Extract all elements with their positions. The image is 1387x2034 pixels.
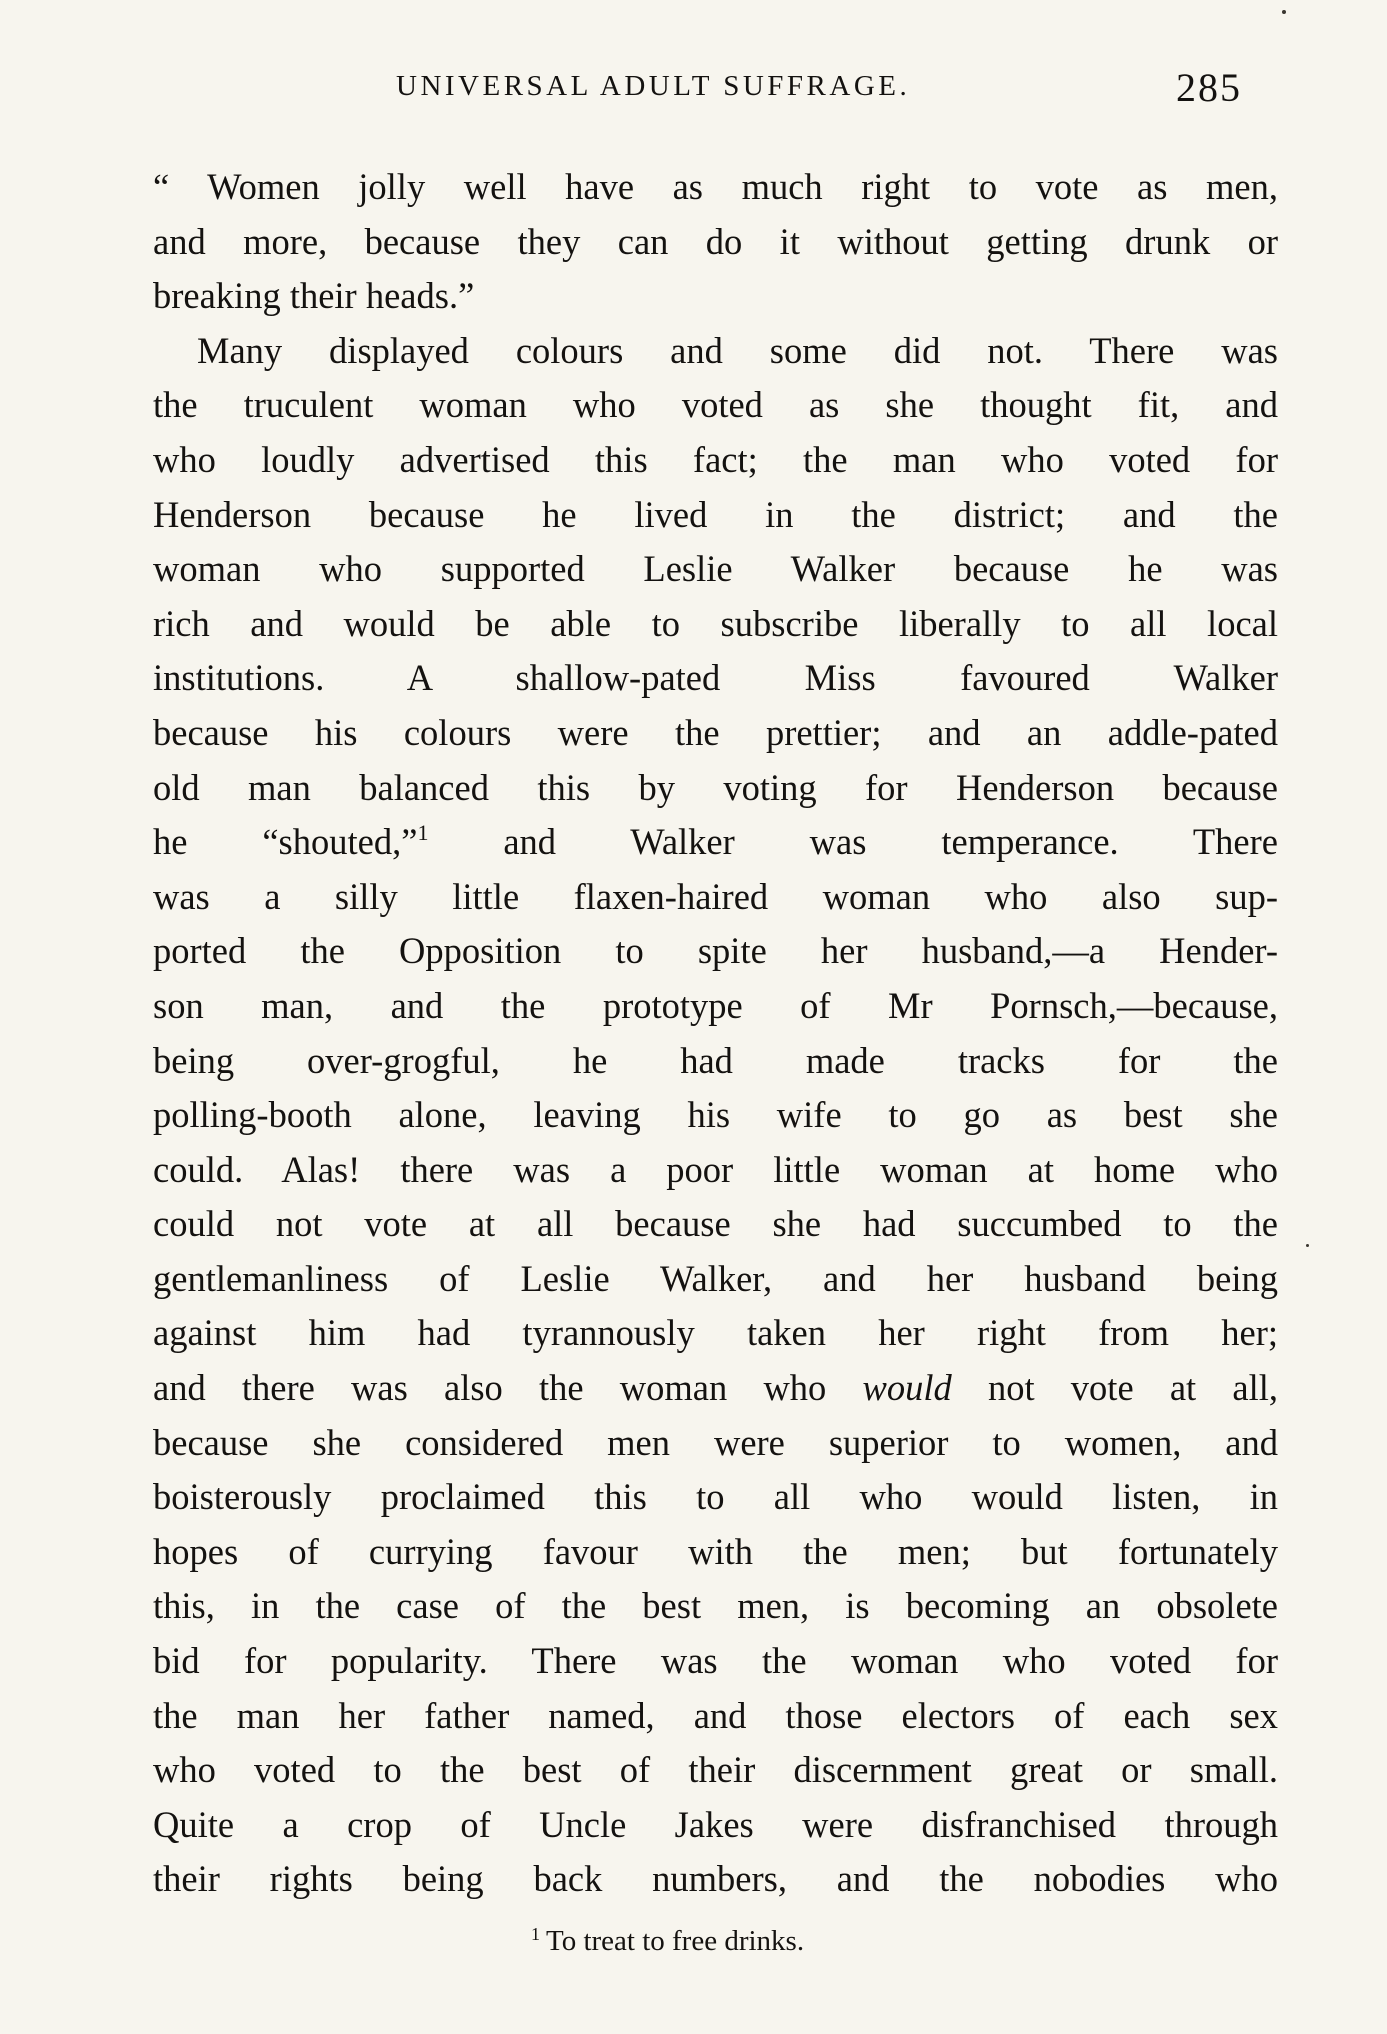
text-line: woman who supported Leslie Walker because he was bbox=[153, 548, 1278, 590]
running-title: UNIVERSAL ADULT SUFFRAGE. bbox=[396, 70, 911, 102]
text-line: gentlemanliness of Leslie Walker, and her husband being bbox=[153, 1257, 1278, 1299]
text-line: rich and would be able to subscribe liberally to all local bbox=[153, 602, 1278, 644]
text-line: institutions. A shallow-pated Miss favoured Walker bbox=[153, 657, 1278, 699]
line-text: and Walker was temperance. There bbox=[503, 821, 1278, 863]
emphasis-word: would bbox=[862, 1367, 952, 1409]
footnote bbox=[531, 1925, 804, 1958]
text-line-with-emphasis bbox=[153, 1361, 1278, 1416]
line-text: not vote at all, bbox=[951, 1367, 1278, 1409]
text-line: boisterously proclaimed this to all who would listen, in bbox=[153, 1476, 1278, 1518]
text-line: breaking their heads.” bbox=[153, 275, 475, 317]
footnote-marker: 1 bbox=[531, 1924, 540, 1944]
footnote-reference: 1 bbox=[417, 820, 429, 846]
footnote-text: To treat to free drinks. bbox=[546, 1925, 805, 1957]
text-line: old man balanced this by voting for Henderson because bbox=[153, 766, 1278, 808]
text-line: who loudly advertised this fact; the man who voted for bbox=[153, 438, 1278, 480]
text-line: hopes of currying favour with the men; but fortunately bbox=[153, 1530, 1278, 1572]
page-number: 285 bbox=[1176, 65, 1242, 110]
text-line: this, in the case of the best men, is becoming an obsolete bbox=[153, 1585, 1278, 1627]
line-text: and there was also the woman who bbox=[153, 1367, 863, 1409]
text-line: bid for popularity. There was the woman who voted for bbox=[153, 1640, 1278, 1682]
print-speck bbox=[1282, 10, 1286, 14]
text-line: being over-grogful, he had made tracks for the bbox=[153, 1039, 1278, 1081]
text-line-with-footnote-ref bbox=[153, 815, 1278, 870]
text-line: their rights being back numbers, and the nobodies who bbox=[153, 1858, 1278, 1900]
text-line: polling-booth alone, leaving his wife to go as best she bbox=[153, 1094, 1278, 1136]
text-line: against him had tyrannously taken her right from her; bbox=[153, 1312, 1278, 1354]
text-line: “ Women jolly well have as much right to vote as men, bbox=[153, 166, 1278, 207]
line-text: he “shouted,” bbox=[153, 821, 418, 863]
print-speck bbox=[1306, 1244, 1309, 1247]
text-line: the man her father named, and those electors of each sex bbox=[153, 1694, 1278, 1736]
text-line: the truculent woman who voted as she thought fit, and bbox=[153, 384, 1278, 426]
text-line: Quite a crop of Uncle Jakes were disfranchised through bbox=[153, 1803, 1278, 1845]
text-line: because she considered men were superior to women, and bbox=[153, 1421, 1278, 1463]
text-line: could. Alas! there was a poor little woman at home who bbox=[153, 1148, 1278, 1190]
text-line: was a silly little flaxen-haired woman who also sup- bbox=[153, 875, 1278, 917]
text-line: who voted to the best of their discernment great or small. bbox=[153, 1749, 1278, 1791]
text-line: ported the Opposition to spite her husband,—a Hender- bbox=[153, 930, 1278, 972]
text-line: could not vote at all because she had succumbed to the bbox=[153, 1203, 1278, 1245]
text-line: and more, because they can do it without getting drunk or bbox=[153, 220, 1278, 262]
text-line: Henderson because he lived in the district; and the bbox=[153, 493, 1278, 535]
body-text bbox=[153, 160, 1278, 1907]
text-line: because his colours were the prettier; and an addle-pated bbox=[153, 711, 1278, 753]
text-line: Many displayed colours and some did not. There was bbox=[197, 329, 1278, 371]
text-line: son man, and the prototype of Mr Pornsch,—because, bbox=[153, 984, 1278, 1026]
